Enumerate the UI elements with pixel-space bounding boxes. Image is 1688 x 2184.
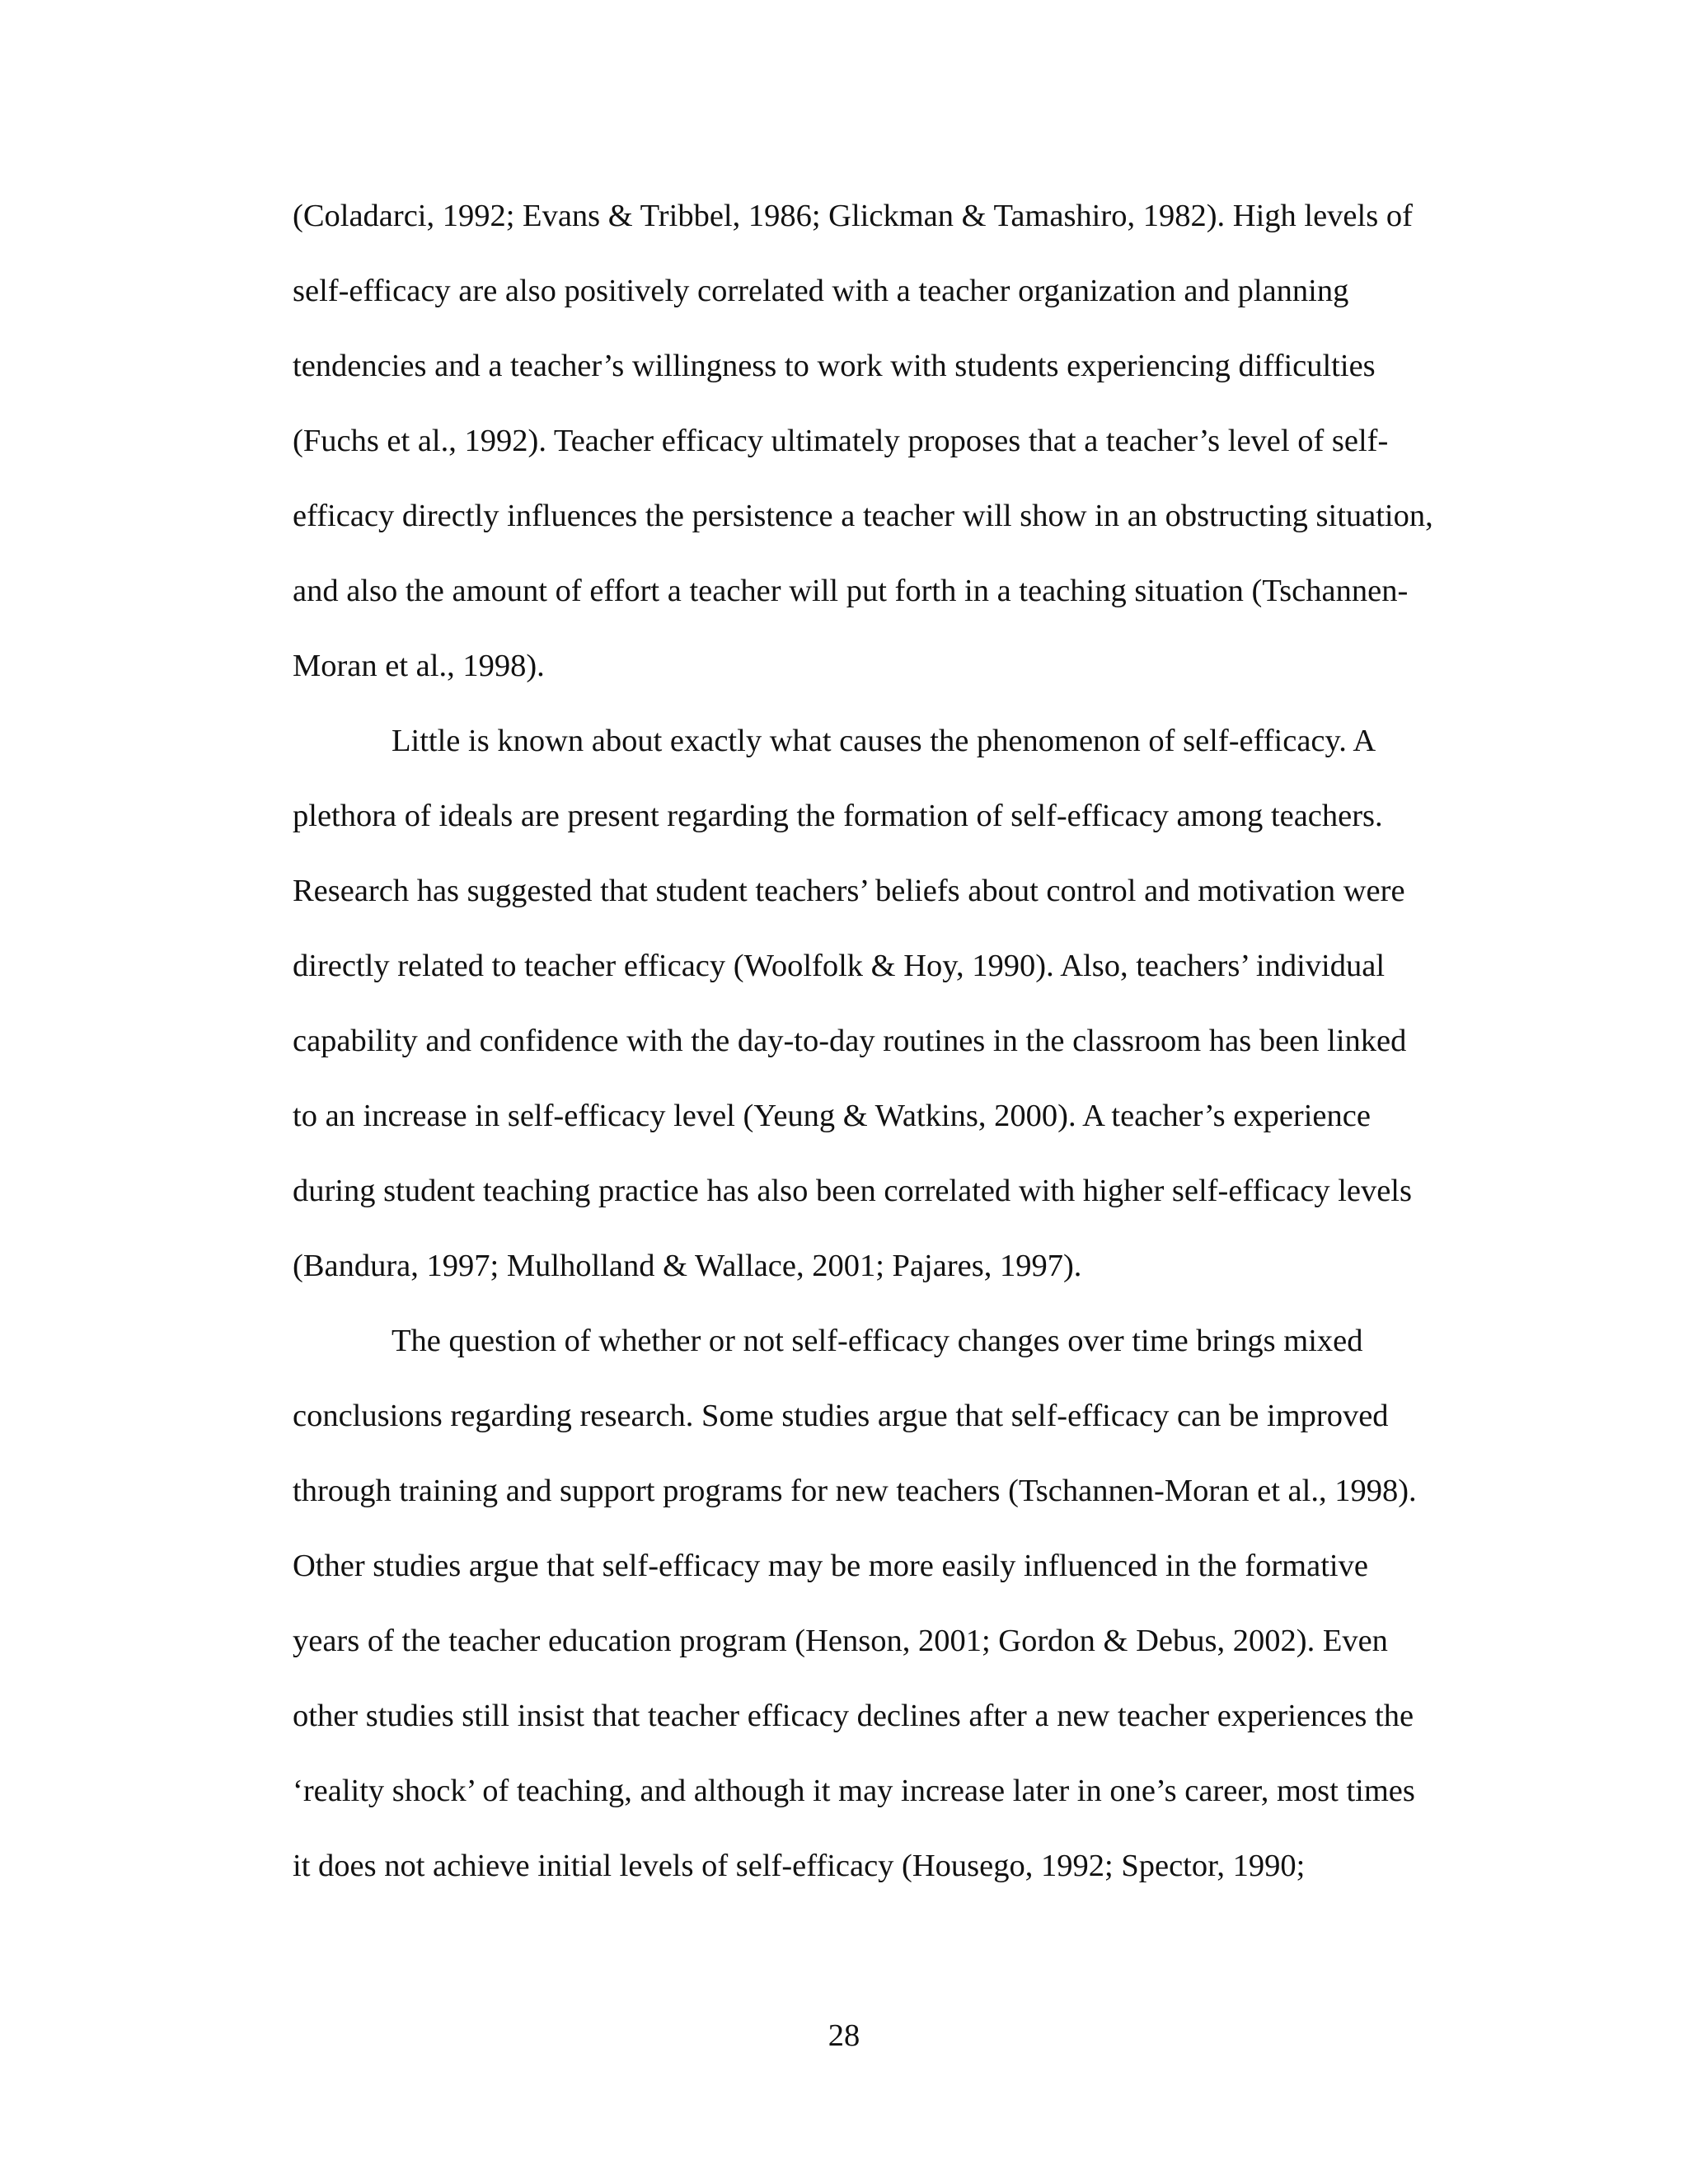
text-line: conclusions regarding research. Some studies argue that self-efficacy can be improved	[293, 1399, 1389, 1433]
text-line: capability and confidence with the day-to-day routines in the classroom has been linked	[293, 1024, 1407, 1058]
body-text	[293, 190, 1471, 1915]
paragraph-first-line: Little is known about exactly what causes the phenomenon of self-efficacy. A	[392, 724, 1376, 758]
text-line: (Fuchs et al., 1992). Teacher efficacy ultimately proposes that a teacher’s level of self-	[293, 424, 1389, 458]
text-line: self-efficacy are also positively correlated with a teacher organization and planning	[293, 274, 1349, 308]
text-line: Other studies argue that self-efficacy may be more easily influenced in the formative	[293, 1549, 1368, 1583]
text-line: and also the amount of effort a teacher will put forth in a teaching situation (Tschannen-	[293, 574, 1409, 608]
text-line: Research has suggested that student teachers’ beliefs about control and motivation were	[293, 874, 1405, 908]
text-line: plethora of ideals are present regarding the formation of self-efficacy among teachers.	[293, 799, 1383, 833]
text-line: during student teaching practice has also been correlated with higher self-efficacy levels	[293, 1174, 1412, 1208]
text-line: other studies still insist that teacher efficacy declines after a new teacher experiences the	[293, 1699, 1414, 1733]
page-number: 28	[828, 2018, 860, 2053]
text-line: (Coladarci, 1992; Evans & Tribbel, 1986; Glickman & Tamashiro, 1982). High levels of	[293, 199, 1413, 233]
text-line: to an increase in self-efficacy level (Yeung & Watkins, 2000). A teacher’s experience	[293, 1099, 1371, 1133]
text-line: tendencies and a teacher’s willingness to work with students experiencing difficulties	[293, 349, 1376, 383]
text-line: through training and support programs for new teachers (Tschannen-Moran et al., 1998).	[293, 1474, 1417, 1508]
text-line: Moran et al., 1998).	[293, 649, 545, 683]
paragraph-first-line: The question of whether or not self-efficacy changes over time brings mixed	[392, 1324, 1363, 1358]
text-line: directly related to teacher efficacy (Woolfolk & Hoy, 1990). Also, teachers’ individual	[293, 949, 1386, 983]
text-line: years of the teacher education program (Henson, 2001; Gordon & Debus, 2002). Even	[293, 1624, 1388, 1658]
text-line: (Bandura, 1997; Mulholland & Wallace, 2001; Pajares, 1997).	[293, 1249, 1082, 1283]
text-line: it does not achieve initial levels of self-efficacy (Housego, 1992; Spector, 1990;	[293, 1849, 1306, 1883]
text-line: efficacy directly influences the persistence a teacher will show in an obstructing situation,	[293, 499, 1433, 533]
text-line: ‘reality shock’ of teaching, and although it may increase later in one’s career, most times	[293, 1774, 1415, 1808]
